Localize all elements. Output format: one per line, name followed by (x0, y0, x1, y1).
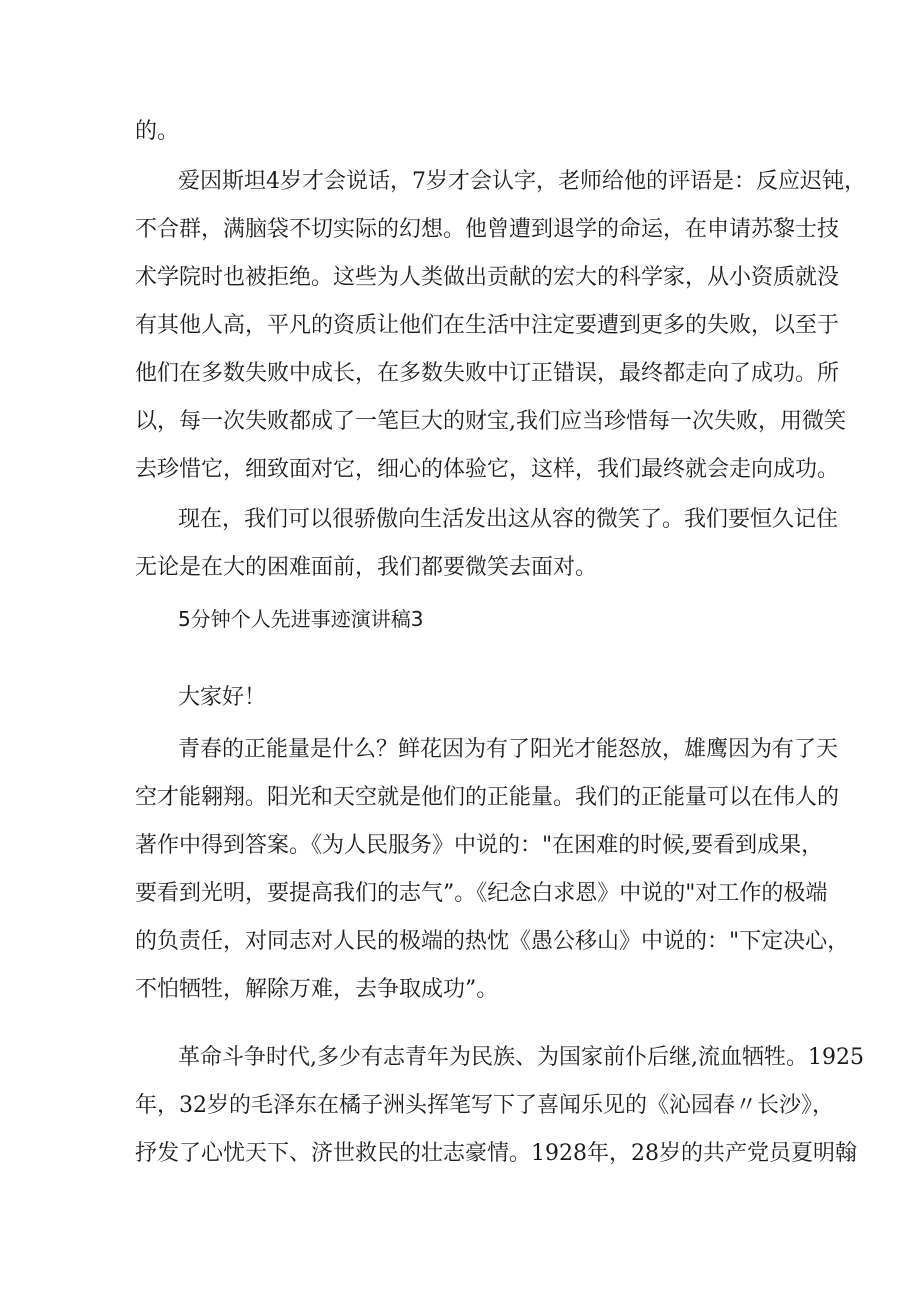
greeting-line: 大家好！ (178, 685, 267, 710)
paragraph-line: 空才能翱翔。阳光和天空就是他们的正能量。我们的正能量可以在伟人的 (135, 785, 840, 810)
paragraph-line: 爱因斯坦4岁才会说话，7岁才会认字，老师给他的评语是：反应迟钝， (178, 169, 866, 194)
paragraph-line: 无论是在大的困难面前，我们都要微笑去面对。 (135, 555, 598, 580)
paragraph-line: 革命斗争时代,多少有志青年为民族、为国家前仆后继,流血牺牲。1925 (178, 1045, 864, 1070)
paragraph-line: 著作中得到答案。《为人民服务》中说的："在困难的时候,要看到成果， (135, 833, 824, 858)
paragraph-line: 抒发了心忧天下、济世救民的壮志豪情。1928年，28岁的共产党员夏明翰 (135, 1141, 857, 1166)
paragraph-line: 去珍惜它，细致面对它，细心的体验它，这样，我们最终就会走向成功。 (135, 457, 840, 482)
paragraph-line: 的。 (135, 119, 180, 144)
paragraph-line: 以，每一次失败都成了一笔巨大的财宝,我们应当珍惜每一次失败，用微笑 (135, 409, 846, 434)
paragraph-line: 术学院时也被拒绝。这些为人类做出贡献的宏大的科学家，从小资质就没 (135, 265, 840, 290)
paragraph-line: 不怕牺牲，解除万难，去争取成功”。 (135, 977, 499, 1002)
paragraph-line: 不合群，满脑袋不切实际的幻想。他曾遭到退学的命运，在申请苏黎士技 (135, 217, 840, 242)
paragraph-line: 他们在多数失败中成长，在多数失败中订正错误，最终都走向了成功。所 (135, 361, 840, 386)
paragraph-line: 现在，我们可以很骄傲向生活发出这从容的微笑了。我们要恒久记住 (178, 507, 839, 532)
section-heading: 5分钟个人先进事迹演讲稿3 (178, 607, 424, 631)
paragraph-line: 要看到光明，要提高我们的志气”。《纪念白求恩》中说的"对工作的极端 (135, 881, 828, 906)
paragraph-line: 有其他人高，平凡的资质让他们在生活中注定要遭到更多的失败，以至于 (135, 313, 840, 338)
paragraph-line: 青春的正能量是什么？鲜花因为有了阳光才能怒放，雄鹰因为有了天 (178, 737, 839, 762)
paragraph-line: 的负责任，对同志对人民的极端的热忱《愚公移山》中说的："下定决心， (135, 929, 850, 954)
paragraph-line: 年，32岁的毛泽东在橘子洲头挥笔写下了喜闻乐见的《沁园春〃长沙》， (135, 1093, 834, 1118)
